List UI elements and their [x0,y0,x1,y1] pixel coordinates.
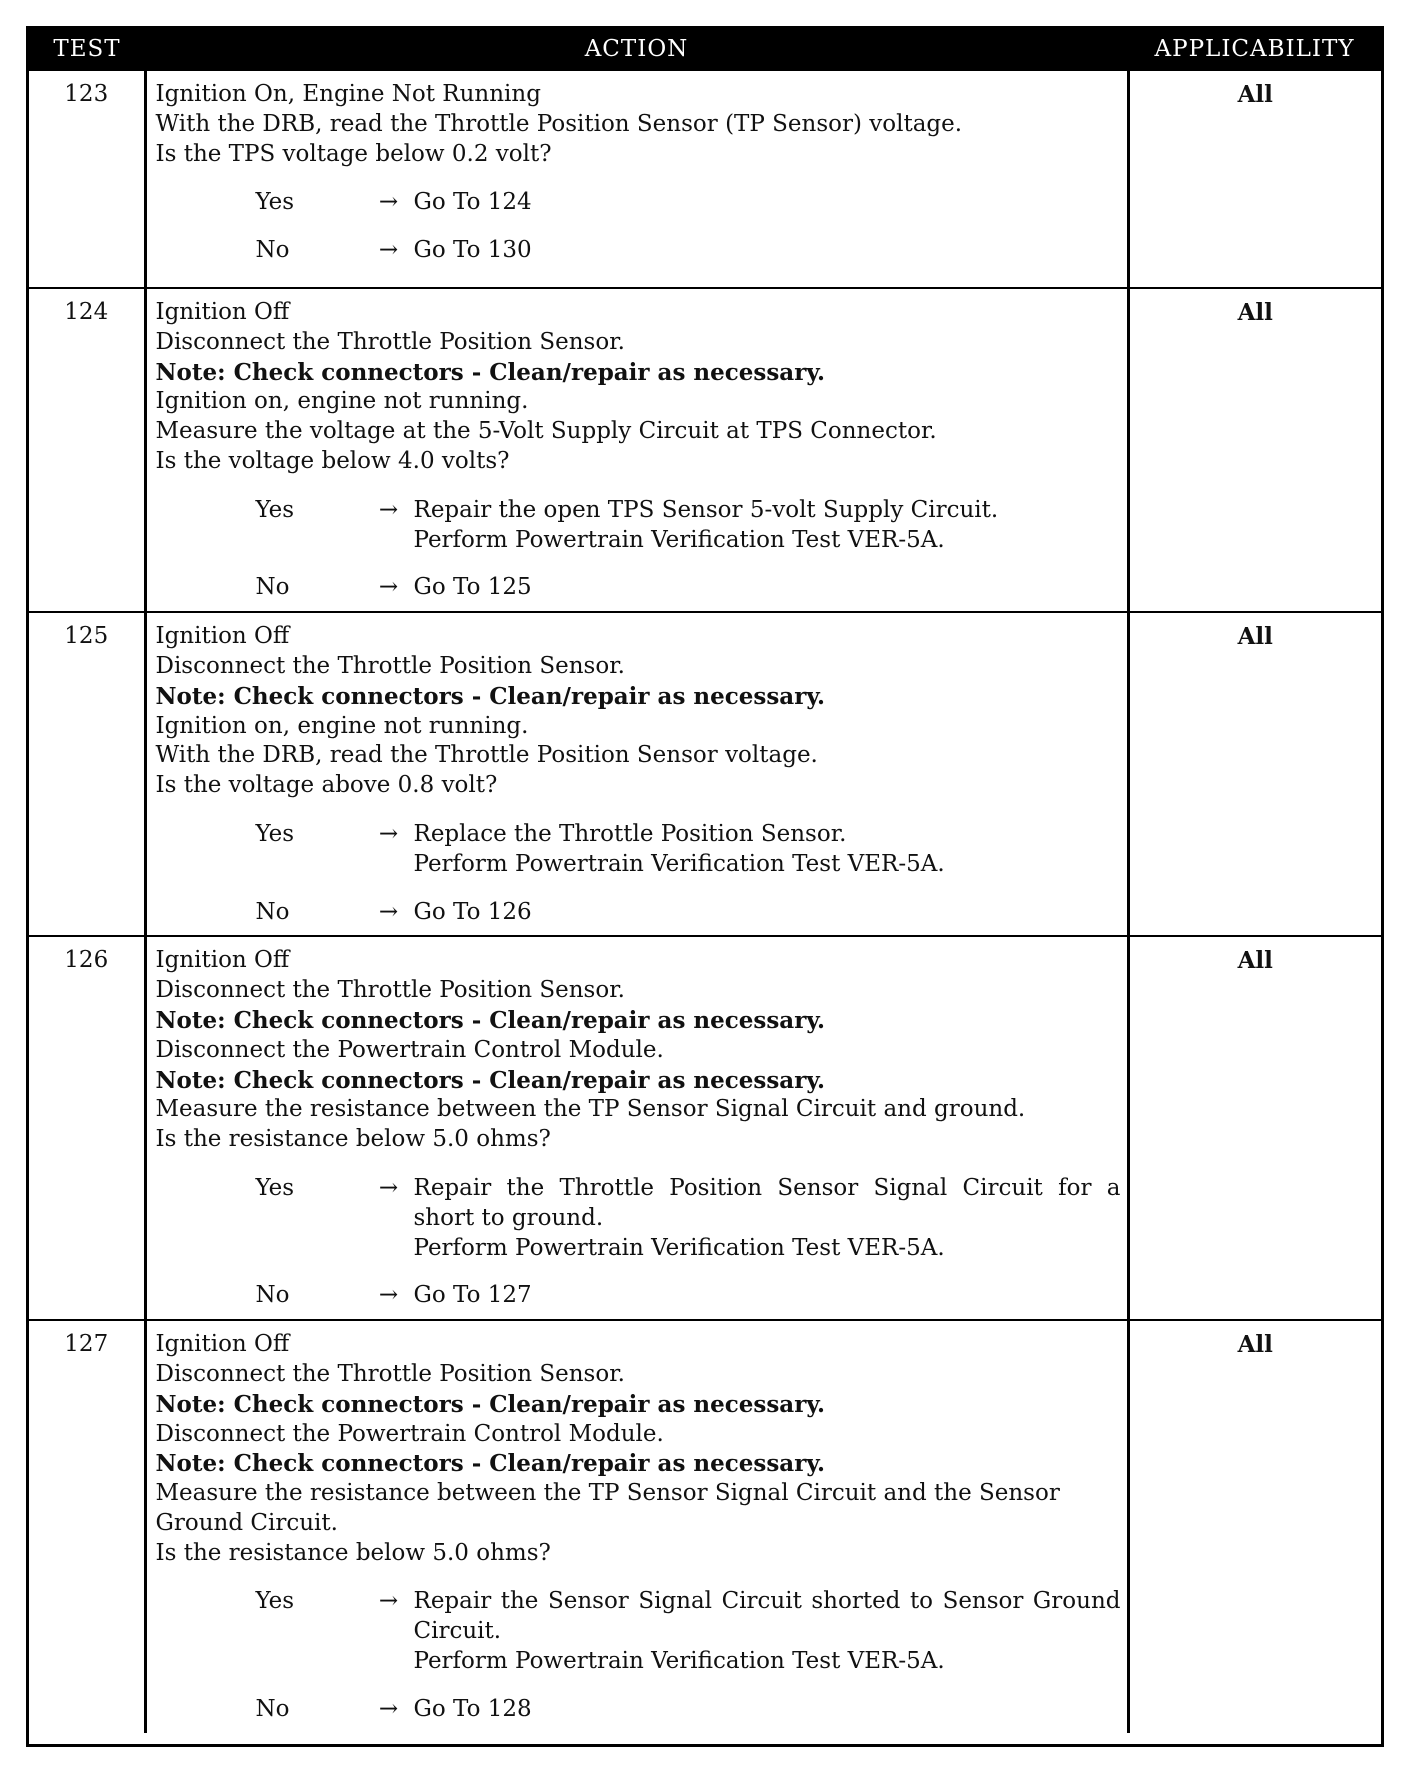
note-text: Note: Check connectors - Clean/repair as necessary. [155,682,826,710]
no-label: No [255,574,290,601]
right-arrow-icon: → [378,574,399,601]
step-text: Ignition On, Engine Not Running [155,81,541,107]
no-result [414,573,1121,603]
table-row [29,1320,1381,1733]
yes-result-line: Repair the Throttle Position Sensor Signal Circuit for a short to ground. [413,1174,1121,1231]
step-text: Disconnect the Throttle Position Sensor. [155,328,625,355]
no-label: No [255,1695,290,1722]
applicability-value: All [1128,1320,1381,1733]
action-cell [145,612,1128,936]
right-arrow-icon: → [378,237,399,264]
step-text: Measure the resistance between the TP Sensor Signal Circuit and the Sensor Ground Circuit. [155,1480,1060,1536]
step-text: With the DRB, read the Throttle Position Sensor (TP Sensor) voltage. [155,110,963,137]
table-header [29,29,1381,70]
no-result-line: Go To 125 [413,574,532,601]
applicability-value: All [1128,612,1381,936]
note-text: Note: Check connectors - Clean/repair as necessary. [155,1390,826,1418]
no-label: No [255,1282,290,1309]
right-arrow-icon: → [378,1282,399,1309]
right-arrow-icon: → [378,1588,399,1615]
yes-label: Yes [255,189,295,216]
right-arrow-icon: → [378,1695,399,1722]
step-text: Disconnect the Throttle Position Sensor. [155,1360,625,1387]
table-row [29,70,1381,288]
no-result-line: Go To 128 [413,1695,532,1722]
yes-label: Yes [255,1588,295,1615]
right-arrow-icon: → [378,898,399,925]
yes-result-line: Go To 124 [413,189,532,216]
no-label: No [255,898,290,925]
note-text: Note: Check connectors - Clean/repair as necessary. [155,1006,826,1034]
step-text: Ignition on, engine not running. [155,388,529,415]
no-result-line: Go To 130 [413,237,532,264]
test-number: 127 [29,1320,145,1733]
yes-result-line: Repair the open TPS Sensor 5-volt Supply Circuit. [413,496,999,523]
yes-label: Yes [255,820,295,847]
test-number: 124 [29,288,145,612]
yes-label: Yes [255,496,295,523]
step-text: Is the voltage above 0.8 volt? [155,772,498,799]
note-text: Note: Check connectors - Clean/repair as necessary. [155,1066,826,1094]
yes-branch [156,188,1121,218]
step-text: Measure the voltage at the 5-Volt Supply Circuit at TPS Connector. [155,418,937,445]
step-text: Disconnect the Throttle Position Sensor. [155,652,625,679]
diagnostic-test-table [29,29,1381,1733]
header-test: TEST [29,29,145,70]
right-arrow-icon: → [378,496,399,523]
action-cell [145,1320,1128,1733]
diagnostic-table-sheet [26,26,1384,1747]
yes-result [414,1174,1121,1263]
step-text: Disconnect the Throttle Position Sensor. [155,977,625,1004]
yes-result [414,188,1121,218]
note-text: Note: Check connectors - Clean/repair as necessary. [155,358,826,386]
no-branch [156,573,1121,603]
action-cell [145,70,1128,288]
yes-branch [156,1174,1121,1263]
table-row [29,612,1381,936]
no-branch [156,236,1121,266]
no-result-line: Go To 126 [413,898,532,925]
note-text: Note: Check connectors - Clean/repair as necessary. [155,1450,826,1478]
right-arrow-icon: → [378,1174,399,1201]
step-text: Ignition Off [155,947,290,974]
no-branch [156,1281,1121,1311]
yes-result [414,1587,1121,1676]
applicability-value: All [1128,936,1381,1320]
step-text: Is the voltage below 4.0 volts? [155,447,510,474]
step-text: Ignition Off [155,623,290,650]
yes-branch [156,496,1121,556]
yes-label: Yes [255,1174,295,1201]
applicability-value: All [1128,70,1381,288]
yes-result-line: Perform Powertrain Verification Test VER-5A. [413,1234,945,1261]
step-text: Is the resistance below 5.0 ohms? [155,1539,551,1566]
yes-result [414,496,1121,556]
step-text: Disconnect the Powertrain Control Module. [155,1036,664,1063]
yes-result-line: Replace the Throttle Position Sensor. [413,820,847,847]
table-row [29,936,1381,1320]
no-branch [156,1695,1121,1725]
no-result [414,1281,1121,1311]
step-text: Is the TPS voltage below 0.2 volt? [155,140,552,167]
yes-branch [156,1587,1121,1676]
step-text: Disconnect the Powertrain Control Module. [155,1420,664,1447]
no-result [414,236,1121,266]
action-cell [145,936,1128,1320]
applicability-value: All [1128,288,1381,612]
step-text: Ignition Off [155,299,290,325]
yes-result-line: Perform Powertrain Verification Test VER-5A. [413,526,945,553]
no-branch [156,898,1121,928]
table-body [29,70,1381,1733]
right-arrow-icon: → [378,820,399,847]
action-cell [145,288,1128,612]
test-number: 123 [29,70,145,288]
test-number: 125 [29,612,145,936]
yes-branch [156,820,1121,880]
no-result-line: Go To 127 [413,1282,532,1309]
table-row [29,288,1381,612]
header-applicability: APPLICABILITY [1128,29,1381,70]
step-text: With the DRB, read the Throttle Position Sensor voltage. [155,742,818,769]
yes-result-line: Perform Powertrain Verification Test VER-5A. [413,1648,945,1675]
no-result [414,1695,1121,1725]
right-arrow-icon: → [378,189,399,216]
step-text: Ignition Off [155,1331,290,1358]
header-action: ACTION [145,29,1128,70]
no-result [414,898,1121,928]
yes-result-line: Perform Powertrain Verification Test VER-5A. [413,850,945,877]
step-text: Measure the resistance between the TP Sensor Signal Circuit and ground. [155,1096,1026,1123]
no-label: No [255,237,290,264]
yes-result [414,820,1121,880]
step-text: Is the resistance below 5.0 ohms? [155,1126,551,1153]
test-number: 126 [29,936,145,1320]
step-text: Ignition on, engine not running. [155,712,529,739]
yes-result-line: Repair the Sensor Signal Circuit shorted to Sensor Ground Circuit. [413,1588,1121,1645]
